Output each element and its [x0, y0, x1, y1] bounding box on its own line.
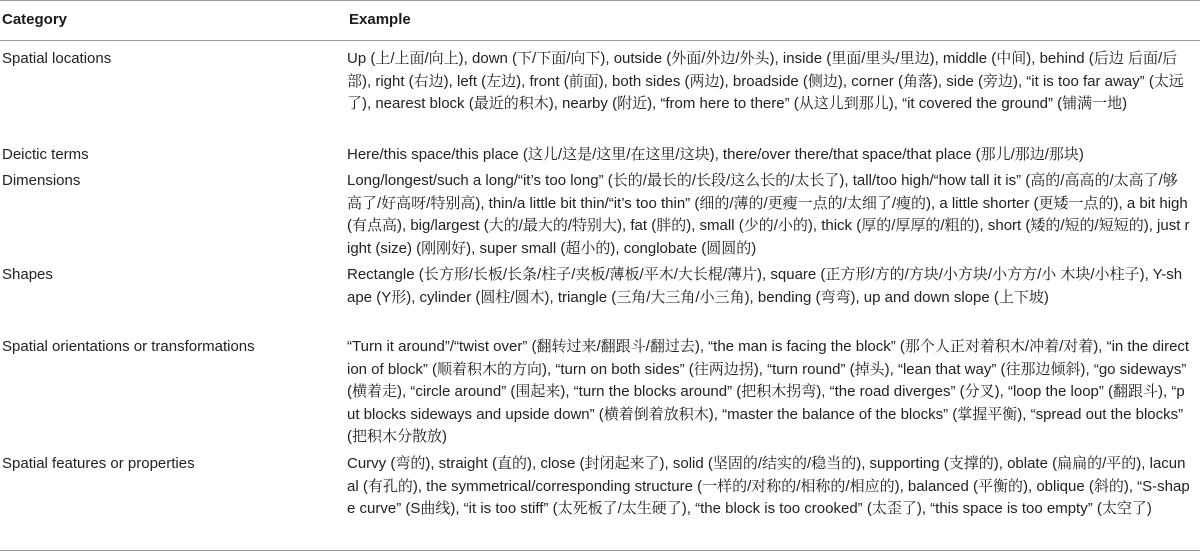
example-cell: “Turn it around”/“twist over” (翻转过来/翻跟斗/翻过去), “the man is facing the block” (那个人正对着积木/冲着/对着), “in the direction of block” (顺着积木的方向), “turn on both sides” (往两边拐), “turn round” (掉头), “lean that way” (往那边倾斜), “go sideways” (横着走), “circle around” (围起来), “turn the blocks around” (把积木拐弯), “the road diverges” (分叉), “loop the loop” (翻跟斗), “put blocks sideways and upside down” (横着倒着放积木), “master the balance of the blocks” (掌握平衡), “spread out the blocks” (把积木分散放) [347, 338, 1190, 445]
example-cell: Here/this space/this place (这儿/这是/这里/在这里/这块), there/over there/that space/that place (那儿/那边/那块) [347, 146, 1084, 163]
table-bottom-rule [0, 550, 1200, 551]
table-row [0, 453, 1200, 543]
category-cell: Shapes [2, 266, 53, 283]
category-cell: Spatial orientations or transformations [2, 338, 255, 355]
example-cell: Curvy (弯的), straight (直的), close (封闭起来了), solid (坚固的/结实的/稳当的), supporting (支撑的), oblate (扁扁的/平的), lacunal (有孔的), the symmetrical/corresponding structure (一样的/对称的/相称的/相应的), balanced (平衡的), oblique (斜的), “S-shape curve” (S曲线), “it is too stiff” (太死板了/太生硬了), “the block is too crooked” (太歪了), “this space is too empty” (太空了) [347, 455, 1190, 517]
header-example: Example [349, 11, 411, 28]
category-cell: Deictic terms [2, 146, 89, 163]
table-header-row [0, 0, 1200, 40]
table-row [0, 48, 1200, 144]
example-cell: Up (上/上面/向上), down (下/下面/向下), outside (外面/外边/外头), inside (里面/里头/里边), middle (中间), behind (后边 后面/后部), right (右边), left (左边), front (前面), both sides (两边), broadside (侧边), corner (角落), side (旁边), “it is too far away” (太远了), nearest block (最近的积木), nearby (附近), “from here to there” (从这儿到那儿), “it covered the ground” (铺满一地) [347, 50, 1184, 112]
table-header-rule [0, 40, 1200, 41]
table-body [0, 48, 1200, 543]
category-cell: Spatial locations [2, 50, 112, 67]
table-row [0, 336, 1200, 453]
table-row [0, 264, 1200, 336]
table-row [0, 144, 1200, 170]
category-cell: Dimensions [2, 172, 81, 189]
table-row [0, 170, 1200, 264]
example-cell: Long/longest/such a long/“it’s too long” (长的/最长的/长段/这么长的/太长了), tall/too high/“how tall it is” (高的/高高的/太高了/够高了/好高呀/特别高), thin/a little bit thin/“it’s too thin” (细的/薄的/更瘦一点的/太细了/瘦的), a little shorter (更矮一点的), a bit high (有点高), big/largest (大的/最大的/特别大), fat (胖的), small (少的/小的), thick (厚的/厚厚的/粗的), short (矮的/短的/短短的), just right (size) (刚刚好), super small (超小的), conglobate (圆圆的) [347, 172, 1190, 257]
header-category: Category [2, 11, 68, 28]
category-cell: Spatial features or properties [2, 455, 195, 472]
example-cell: Rectangle (长方形/长板/长条/柱子/夹板/薄板/平木/大长棍/薄片), square (正方形/方的/方块/小方块/小方方/小 木块/小柱子), Y-shape (Y形), cylinder (圆柱/圆木), triangle (三角/大三角/小三角), bending (弯弯), up and down slope (上下坡) [347, 266, 1183, 306]
